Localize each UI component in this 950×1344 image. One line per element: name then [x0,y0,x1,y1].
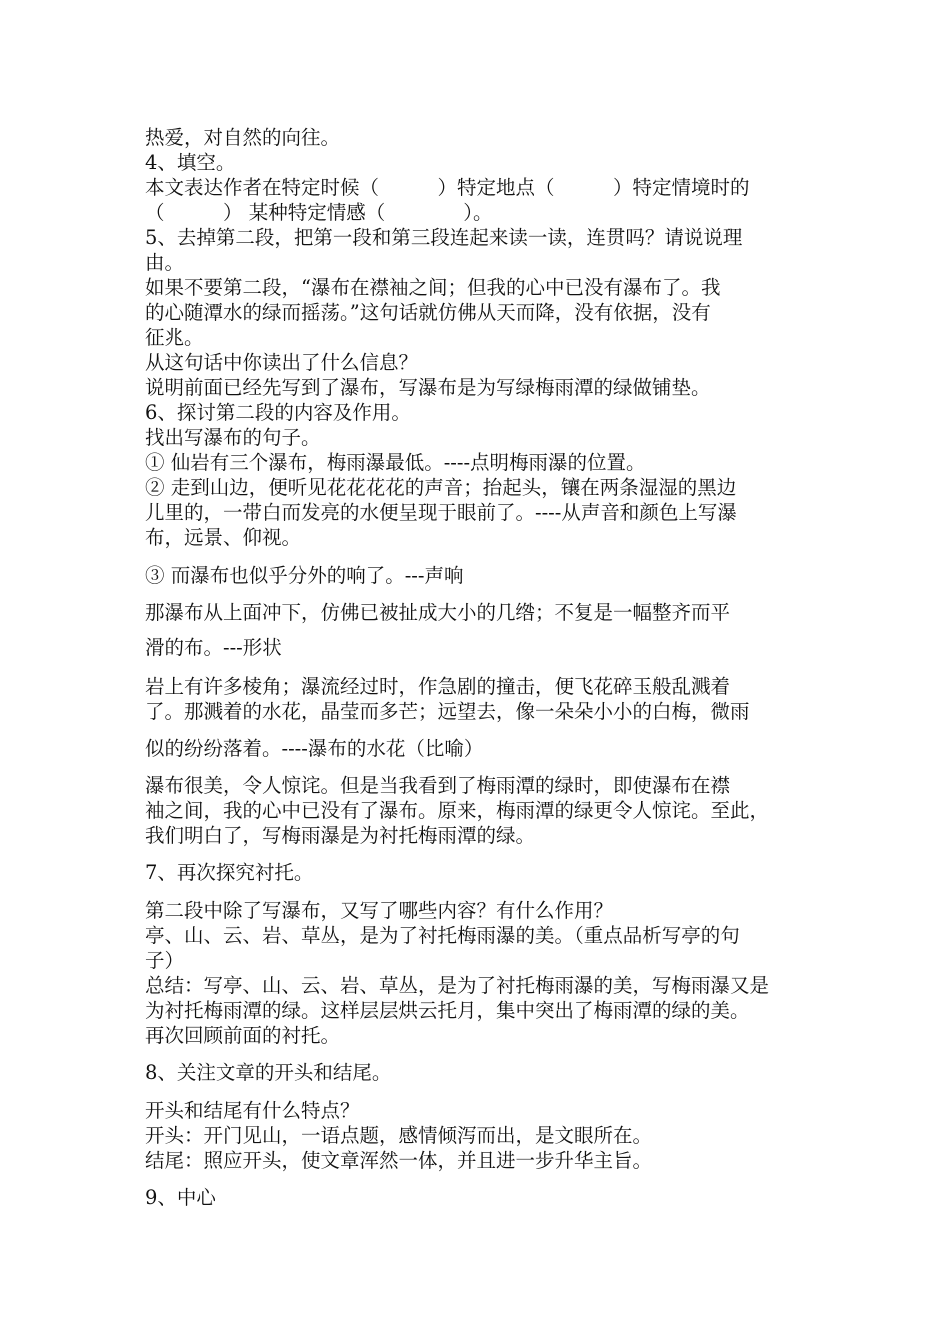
text-line: 似的纷纷落着。----瀑布的水花（比喻） [145,737,484,760]
text-line: 我们明白了，写梅雨瀑是为衬托梅雨潭的绿。 [145,824,536,847]
text-line: 岩上有许多棱角；瀑流经过时，作急剧的撞击，便飞花碎玉般乱溅着 [145,675,731,698]
text-line: 热爱，对自然的向往。 [145,126,341,149]
text-line: 如果不要第二段，“瀑布在襟袖之间；但我的心中已没有瀑布了。我 [145,276,721,299]
text-line: 滑的布。---形状 [145,636,282,659]
question-7-heading: 7、再次探究衬托。 [145,861,314,884]
text-line: 说明前面已经先写到了瀑布，写瀑布是为写绿梅雨潭的绿做铺垫。 [145,376,711,399]
list-item: ① 仙岩有三个瀑布，梅雨瀑最低。----点明梅雨瀑的位置。 [145,451,646,474]
question-9-heading: 9、中心 [145,1186,216,1209]
text-line: 为衬托梅雨潭的绿。这样层层烘云托月，集中突出了梅雨潭的绿的美。 [145,999,750,1022]
text-line: 袖之间，我的心中已没有了瀑布。原来，梅雨潭的绿更令人惊诧。至此， [145,799,770,822]
text-line: 结尾：照应开头，使文章浑然一体，并且进一步升华主旨。 [145,1149,653,1172]
text-line: 再次回顾前面的衬托。 [145,1024,341,1047]
question-8-heading: 8、关注文章的开头和结尾。 [145,1061,392,1084]
text-line: 布，远景、仰视。 [145,526,302,549]
text-line: 子） [145,949,185,972]
question-4-heading: 4、填空。 [145,151,236,174]
text-line: 开头和结尾有什么特点？ [145,1099,360,1122]
text-line: 总结：写亭、山、云、岩、草丛，是为了衬托梅雨瀑的美，写梅雨瀑又是 [145,974,770,997]
text-line: 的心随潭水的绿而摇荡。”这句话就仿佛从天而降，没有依据，没有 [145,301,711,324]
text-line: 亭、山、云、岩、草丛，是为了衬托梅雨瀑的美。（重点品析写亭的句 [145,924,740,947]
list-item: ③ 而瀑布也似乎分外的响了。---声响 [145,564,464,587]
text-line: 了。那溅着的水花，晶莹而多芒；远望去，像一朵朵小小的白梅，微雨 [145,700,750,723]
text-line: 瀑布很美，令人惊诧。但是当我看到了梅雨潭的绿时，即使瀑布在襟 [145,774,731,797]
question-6-heading: 6、探讨第二段的内容及作用。 [145,401,411,424]
text-line: （ ） 某种特定情感（ ）。 [145,201,493,224]
list-item: ② 走到山边，便听见花花花花的声音；抬起头，镶在两条湿湿的黑边 [145,476,737,499]
text-line: 本文表达作者在特定时候（ ）特定地点（ ）特定情境时的 [145,176,750,199]
text-line: 那瀑布从上面冲下，仿佛已被扯成大小的几绺；不复是一幅整齐而平 [145,601,731,624]
text-line: 第二段中除了写瀑布，又写了哪些内容？有什么作用？ [145,899,614,922]
text-line: 开头：开门见山，一语点题，感情倾泻而出，是文眼所在。 [145,1124,653,1147]
text-line: 征兆。 [145,326,204,349]
text-line: 儿里的，一带白而发亮的水便呈现于眼前了。----从声音和颜色上写瀑 [145,501,737,524]
question-5-heading: 5、去掉第二段，把第一段和第三段连起来读一读，连贯吗？请说说理 [145,226,743,249]
text-line: 从这句话中你读出了什么信息？ [145,351,419,374]
text-line: 由。 [145,251,185,274]
text-line: 找出写瀑布的句子。 [145,426,321,449]
